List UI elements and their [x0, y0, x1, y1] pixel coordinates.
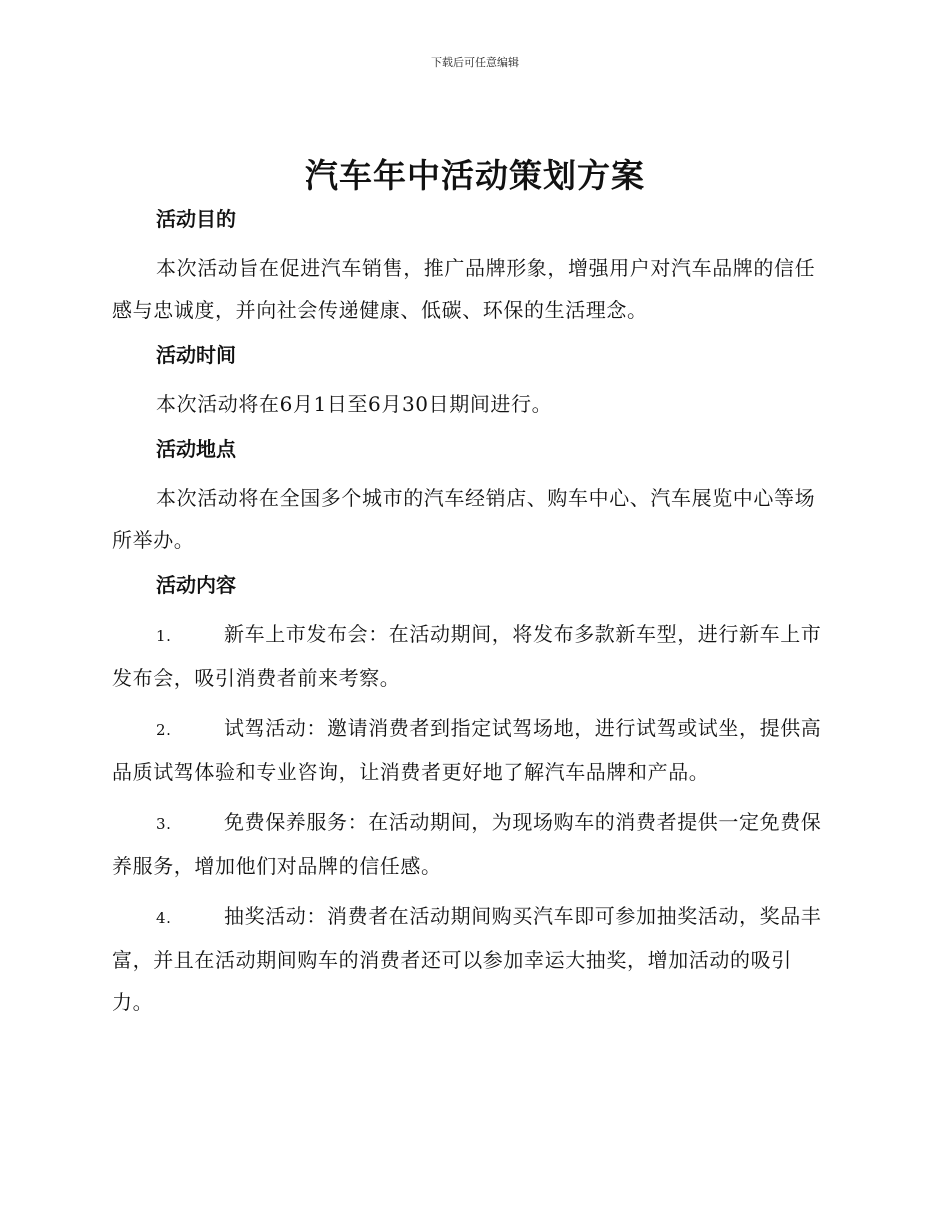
list-item-text: 新车上市发布会：在活动期间，将发布多款新车型，进行新车上市发布会，吸引消费者前来考察。	[112, 622, 822, 690]
list-item	[112, 895, 832, 1023]
document-body	[112, 203, 832, 1031]
list-item-number: 3.	[156, 815, 172, 833]
header-note: 下载后可任意编辑	[431, 56, 519, 69]
list-item	[112, 707, 832, 793]
section-heading-purpose: 活动目的	[156, 207, 236, 231]
list-item-number: 4.	[156, 909, 172, 927]
list-item	[112, 613, 832, 699]
list-item-number: 1.	[156, 627, 172, 645]
document-title: 汽车年中活动策划方案	[305, 156, 645, 195]
list-item-text: 抽奖活动：消费者在活动期间购买汽车即可参加抽奖活动，奖品丰富，并且在活动期间购车的消费者还可以参加幸运大抽奖，增加活动的吸引力。	[112, 904, 822, 1014]
section-heading-content: 活动内容	[156, 573, 236, 597]
section-paragraph-time: 本次活动将在6月1日至6月30日期间进行。	[156, 392, 553, 416]
section-paragraph-purpose: 本次活动旨在促进汽车销售，推广品牌形象，增强用户对汽车品牌的信任感与忠诚度，并向社会传递健康、低碳、环保的生活理念。	[112, 256, 816, 322]
section-heading-location: 活动地点	[156, 437, 236, 461]
list-item	[112, 801, 832, 887]
list-item-text: 试驾活动：邀请消费者到指定试驾场地，进行试驾或试坐，提供高品质试驾体验和专业咨询，让消费者更好地了解汽车品牌和产品。	[112, 716, 822, 784]
section-paragraph-location: 本次活动将在全国多个城市的汽车经销店、购车中心、汽车展览中心等场所举办。	[112, 486, 816, 552]
list-item-text: 免费保养服务：在活动期间，为现场购车的消费者提供一定免费保养服务，增加他们对品牌的信任感。	[112, 810, 822, 878]
list-item-number: 2.	[156, 721, 172, 739]
section-heading-time: 活动时间	[156, 343, 236, 367]
